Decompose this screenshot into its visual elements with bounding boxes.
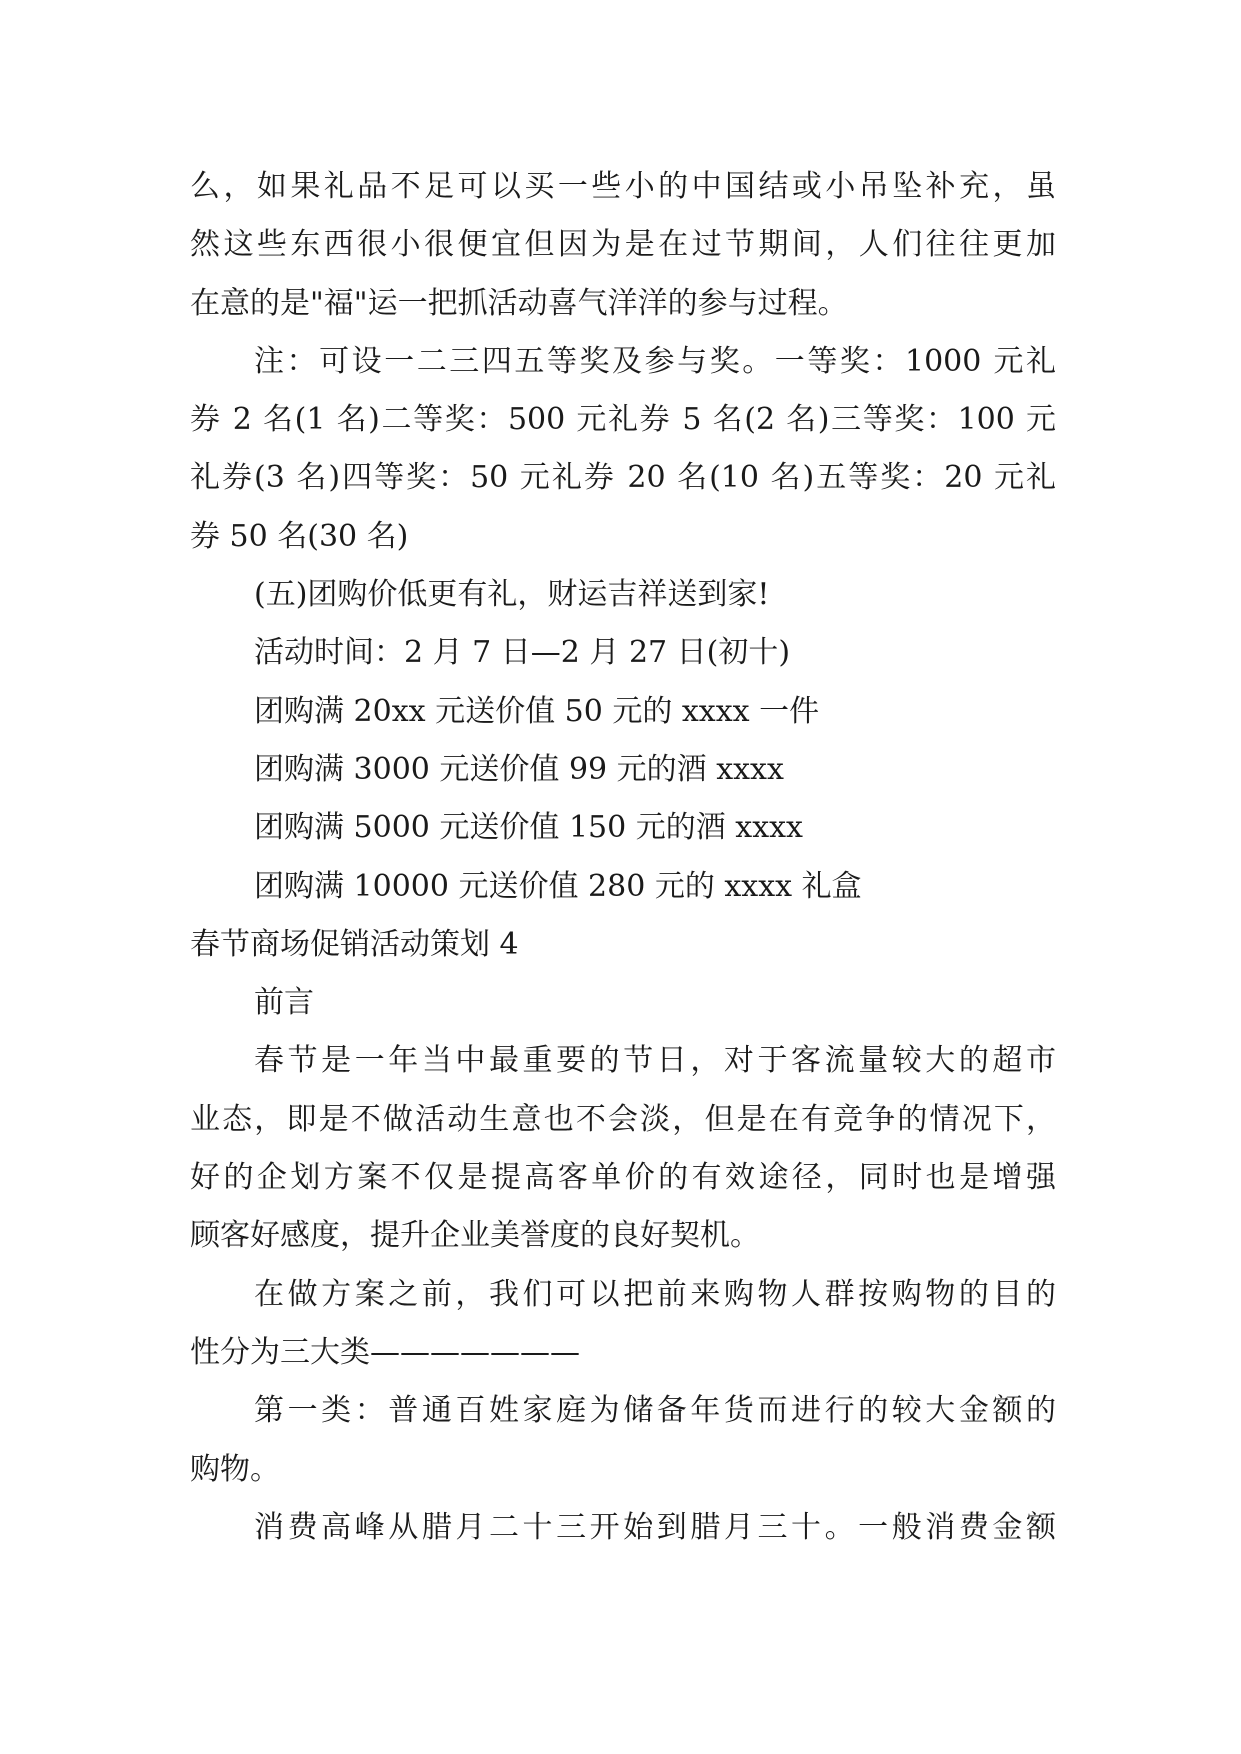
text-line: (五)团购价低更有礼，财运吉祥送到家! xyxy=(254,577,770,613)
text-line: 性分为三大类——————— xyxy=(190,1334,580,1370)
text-line: 第一类：普通百姓家庭为储备年货而进行的较大金额的 xyxy=(254,1393,1056,1429)
text-line: 春节商场促销活动策划 4 xyxy=(190,926,519,962)
text-line: 礼券(3 名)四等奖：50 元礼券 20 名(10 名)五等奖：20 元礼 xyxy=(190,460,1056,496)
text-line: 在做方案之前，我们可以把前来购物人群按购物的目的 xyxy=(254,1276,1056,1312)
text-line: 券 50 名(30 名) xyxy=(190,518,409,554)
text-line: 么，如果礼品不足可以买一些小的中国结或小吊坠补充，虽 xyxy=(190,169,1056,204)
text-line: 团购满 3000 元送价值 99 元的酒 xxxx xyxy=(254,751,784,787)
text-line: 前言 xyxy=(254,985,314,1021)
text-line: 业态，即是不做活动生意也不会淡，但是在有竞争的情况下， xyxy=(190,1101,1056,1137)
text-line: 春节是一年当中最重要的节日，对于客流量较大的超市 xyxy=(254,1043,1056,1079)
text-line: 活动时间：2 月 7 日—2 月 27 日(初十) xyxy=(254,635,791,671)
text-line: 注：可设一二三四五等奖及参与奖。一等奖：1000 元礼 xyxy=(254,343,1056,379)
text-line: 购物。 xyxy=(190,1451,280,1487)
text-line: 顾客好感度，提升企业美誉度的良好契机。 xyxy=(190,1218,760,1254)
text-line: 券 2 名(1 名)二等奖：500 元礼券 5 名(2 名)三等奖：100 元 xyxy=(190,402,1056,438)
text-line: 团购满 10000 元送价值 280 元的 xxxx 礼盒 xyxy=(254,868,862,904)
text-line: 然这些东西很小很便宜但因为是在过节期间，人们往往更加 xyxy=(190,227,1056,263)
text-line: 团购满 20xx 元送价值 50 元的 xxxx 一件 xyxy=(254,693,820,729)
text-line: 在意的是"福"运一把抓活动喜气洋洋的参与过程。 xyxy=(190,285,848,321)
text-line: 好的企划方案不仅是提高客单价的有效途径，同时也是增强 xyxy=(190,1160,1056,1196)
document-page xyxy=(190,158,1056,1557)
text-line: 团购满 5000 元送价值 150 元的酒 xxxx xyxy=(254,810,803,846)
text-line: 消费高峰从腊月二十三开始到腊月三十。一般消费金额 xyxy=(254,1509,1056,1545)
